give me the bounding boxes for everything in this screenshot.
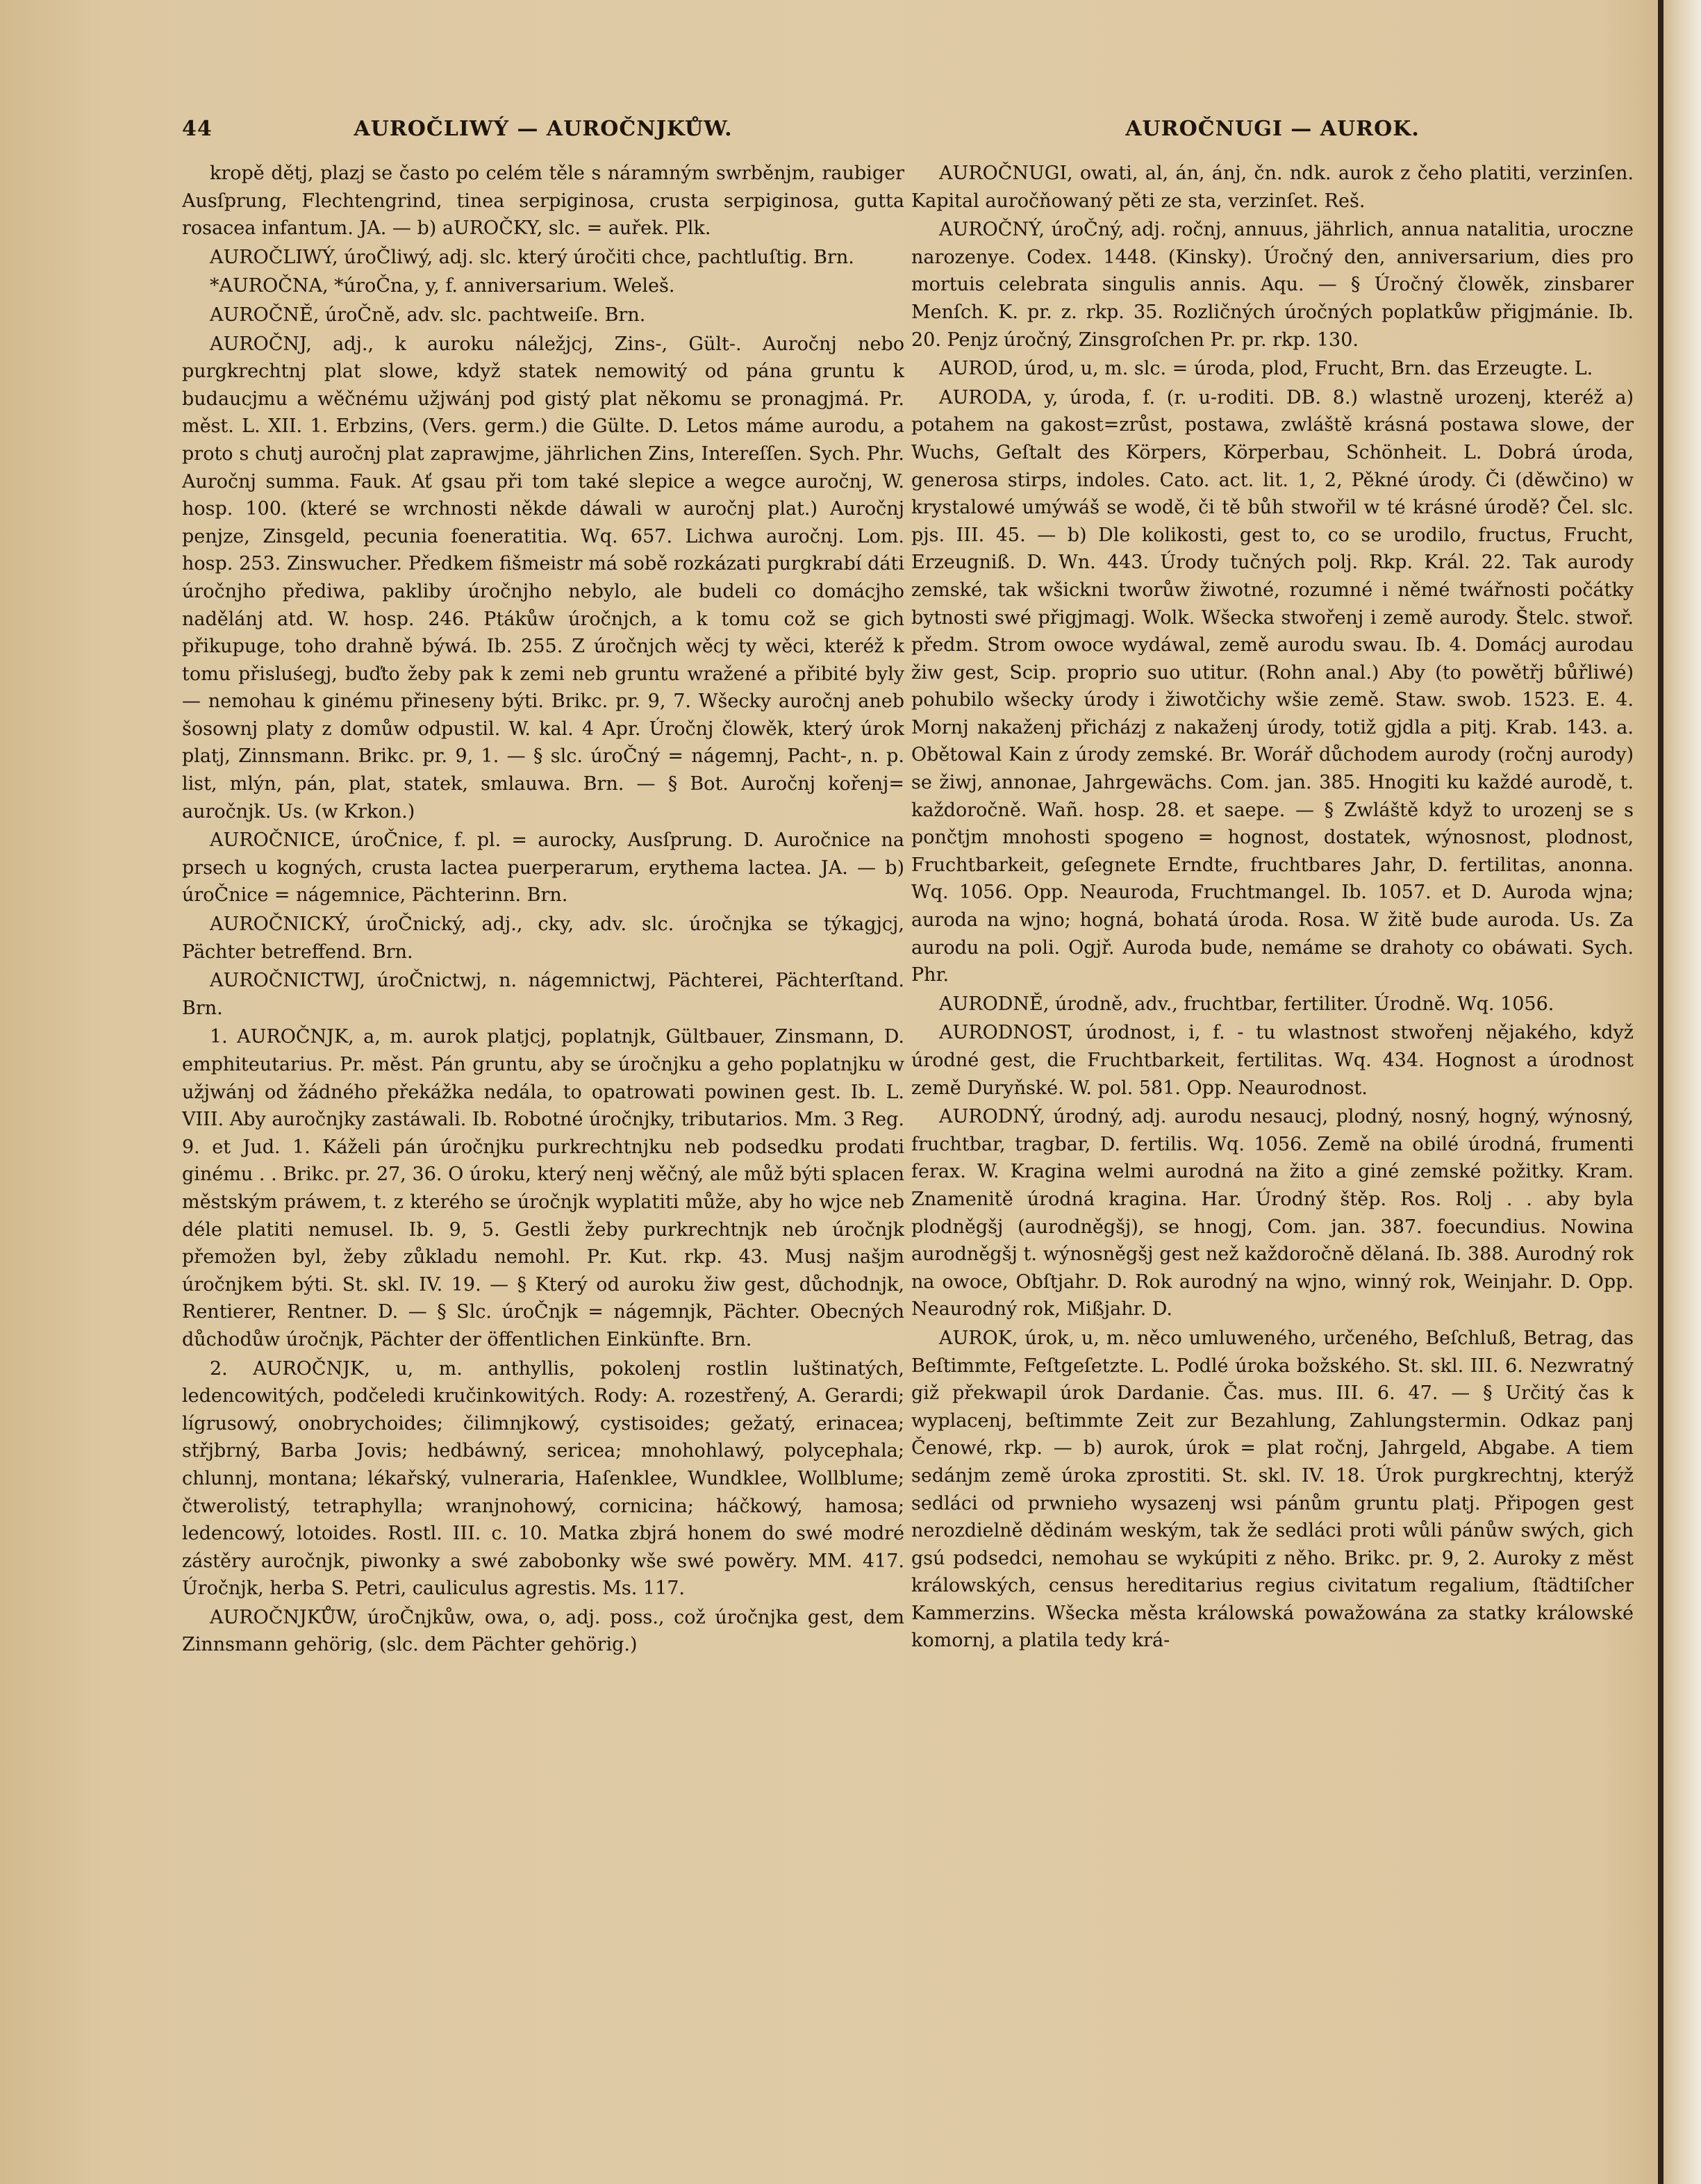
entry-aurocne: AUROČNĚ, úroČně, adv. slc. pachtweiſe. Brn.: [210, 304, 646, 326]
page-edge: [1658, 0, 1701, 2184]
entry-aurodne: AURODNĚ, úrodně, adv., fruchtbar, fertiliter. Úrodně. Wq. 1056.: [939, 993, 1554, 1015]
right-running-head: [911, 117, 1634, 150]
entry-aurocnj: AUROČNJ, adj., k auroku náležjcj, Zins-, Gült-. Auročnj nebo purgkrechtnj plat slowe, když statek nemowitý od pána gruntu k budaucjmu a wěčnému užjwánj pod gistý plat někomu se pronagjmá. Pr. měst. L. XII. 1. Erbzins, (Vers. germ.) die Gülte. D. Letos máme aurodu, a proto s chutj auročnj plat zaprawjme, jährlichen Zins, Intereſſen. Sych. Phr. Auročnj summa. Fauk. Ať gsau při tom také slepice a wegce auročnj, W. hosp. 100. (které se wrchnosti někde dáwali w auročnj plat.) Auročnj penjze, Zinsgeld, pecunia foeneratitia. Wq. 657. Lichwa auročnj. Lom. hosp. 253. Zinswucher. Předkem fišmeistr má sobě rozkázati purgkrabí dáti úročnjho přediwa, pakliby úročnjho nebylo, ale budeli co domácjho nadělánj atd. W. hosp. 246. Ptákůw úročnjch, a k tomu což se gich přikupuge, toho drahně býwá. Ib. 255. Z úročnjch wěcj ty wěci, kteréž k tomu přisluśegj, buďto žeby pak k zemi neb gruntu wražené a přibité byly — nemohau k ginému přineseny býti. Brikc. pr. 9, 7. Wšecky auročnj aneb šosownj platy z domůw odpustil. W. kal. 4 Apr. Úročnj člowěk, který úrok platj, Zinnsmann. Brikc. pr. 9, 1. — § slc. úroČný = nágemnj, Pacht-, n. p. list, mlýn, pán, plat, statek, smlauwa. Brn. — § Bot. Auročnj kořenj= auročnjk. Us. (w Krkon.): [182, 333, 904, 822]
entry-aurocnicky: AUROČNICKÝ, úroČnický, adj., cky, adv. slc. úročnjka se týkagjcj, Pächter betreffend. Brn.: [182, 913, 904, 963]
left-header-title: AUROČLIWÝ — AUROČNJKŮW.: [354, 117, 733, 141]
entry-aurodnost: AURODNOST, úrodnost, i, f. - tu wlastnost stwořenj nějakého, když úrodné gest, die Fruchtbarkeit, fertilitas. Wq. 434. Hognost a úrodnost země Duryňské. W. pol. 581. Opp. Neaurodnost.: [911, 1022, 1634, 1099]
right-column: [911, 160, 1634, 2174]
entry-aurocnjk-2: 2. AUROČNJK, u, m. anthyllis, pokolenj rostlin luštinatých, ledencowitých, podčeledi kručinkowitých. Rody: A. rozestřený, A. Gerardi; lígrusowý, onobrychoides; čilimnjkowý, cystisoides; gežatý, erinacea; střjbrný, Barba Jovis; hedbáwný, sericea; mnohohlawý, polycephala; chlunnj, montana; lékařský, vulneraria, Haſenklee, Wundklee, Wollblume; čtwerolistý, tetraphylla; wranjnohowý, cornicina; háčkowý, hamosa; ledencowý, lotoides. Rostl. III. c. 10. Matka zbjrá honem do swé modré zástěry auročnjk, piwonky a swé zabobonky wše swé powěry. MM. 417. Úročnjk, herba S. Petri, cauliculus agrestis. Ms. 117.: [182, 1357, 904, 1600]
entry-aurocny: AUROČNÝ, úroČný, adj. ročnj, annuus, jährlich, annua natalitia, uroczne narozenye. Codex. 1448. (Kinsky). Úročný den, anniversarium, dies pro mortuis celebrata singulis annis. Aqu. — § Úročný člowěk, zinsbarer Menſch. K. pr. z. rkp. 35. Rozličných úročných poplatkůw přigjmánie. Ib. 20. Penjz úročný, Zinsgroſchen Pr. pr. rkp. 130.: [911, 219, 1634, 351]
entry-aurocnictwj: AUROČNICTWJ, úroČnictwj, n. nágemnictwj, Pächterei, Pächterſtand. Brn.: [182, 970, 904, 1019]
left-running-head: [182, 117, 904, 150]
entry-aurocnjkuw: AUROČNJKŮW, úroČnjkůw, owa, o, adj. poss., což úročnjka gest, dem Zinnsmann gehörig, (slc. dem Pächter gehörig.): [182, 1606, 904, 1656]
entry-aurocnugi: AUROČNUGI, owati, al, án, ánj, čn. ndk. aurok z čeho platiti, verzinſen. Kapital auročňowaný pěti ze sta, verzinſet. Reš.: [911, 163, 1634, 212]
entry-aurok: AUROK, úrok, u, m. něco umluweného, určeného, Beſchluß, Betrag, das Beſtimmte, Feſtgeſetzte. L. Podlé úroka božského. St. skl. III. 6. Nezwratný giž překwapil úrok Dardanie. Čas. mus. III. 6. 47. — § Určitý čas k wyplacenj, beſtimmte Zeit zur Bezahlung, Zahlungstermin. Odkaz panj Čenowé, rkp. — b) aurok, úrok = plat ročnj, Jahrgeld, Abgabe. A tiem sedánjm země úroka zprostiti. St. skl. IV. 18. Úrok purgkrechtnj, kterýž sedláci od prwnieho wysazenj wsi pánům gruntu platj. Připogen gest nerozdielně dědinám weským, tak že sedláci proti wůli pánůw swých, gich gsú podsedci, nemohau se wykúpiti z něho. Brikc. pr. 9, 2. Auroky z měst králowských, census hereditarius regius civitatum regalium, ſtädtiſcher Kammerzins. Wšecka města králowská powažowána za statky králowské komornj, a platila tedy krá-: [911, 1327, 1634, 1652]
page-number: 44: [182, 117, 213, 141]
left-column: [182, 160, 904, 2174]
entry-aurocna: *AUROČNA, *úroČna, y, f. anniversarium. Weleš.: [210, 275, 675, 297]
entry-auroda: AURODA, y, úroda, f. (r. u-roditi. DB. 8.) wlastně urozenj, kteréž a) potahem na gakost=zrůst, postawa, zwláště krásná postawa slowe, der Wuchs, Geſtalt des Körpers, Körperbau, Schönheit. L. Dobrá úroda, generosa stirps, indoles. Cato. act. lit. 1, 2, Pěkné úrody. Či (děwčino) w krystalowé umýwáš se wodě, či tě bůh stwořil w té krásné úrodě? Čel. slc. pjs. III. 45. — b) Dle kolikosti, gest to, co se urodilo, fructus, Frucht, Erzeugniß. D. Wn. 443. Úrody tučných polj. Rkp. Král. 22. Tak aurody zemské, tak wšickni tworůw žiwotné, rozumné i němé twářnosti počátky bytnosti swé přigjmagj. Wolk. Wšecka stwořenj i země aurody. Štelc. stwoř. předm. Strom owoce wydáwal, země aurodu swau. Ib. 4. Domácj aurodau žiw gest, Scip. proprio suo utitur. (Rohn anal.) Aby (to powětřj bůřliwé) pohubilo wšecky úrody i žiwotčichy wšie země. Staw. swob. 1523. E. 4. Mornj nakaženj přicházj z nakaženj úrody, totiž gjdla a pitj. Krab. 143. a. Obětowal Kain z úrody zemské. Br. Worář důchodem aurody (ročnj aurody) se žiwj, annonae, Jahrgewächs. Com. jan. 385. Hnogiti ku každé aurodě, t. každoročně. Wañ. hosp. 28. et saepe. — § Zwláště když to urozenj se s pončtjm mnohosti spogeno = hognost, dostatek, wýnosnost, plodnost, Fruchtbarkeit, geſegnete Erndte, fruchtbares Jahr, D. fertilitas, anonna. Wq. 1056. Opp. Neauroda, Fruchtmangel. Ib. 1057. et D. Auroda wjna; auroda na wjno; hogná, bohatá úroda. Rosa. W žitě bude auroda. Us. Za aurodu na poli. Ogjř. Auroda bude, nemáme se drahoty co obáwati. Sych. Phr.: [911, 386, 1634, 986]
entry-aurocnjk-1: 1. AUROČNJK, a, m. aurok platjcj, poplatnjk, Gültbauer, Zinsmann, D. emphiteutarius. Pr. měst. Pán gruntu, aby se úročnjku a geho poplatnjku w užjwánj od žádného překážka nedála, to opatrowati powinen gest. Ib. L. VIII. Aby auročnjky zastáwali. Ib. Robotné úročnjky, tributarios. Mm. 3 Reg. 9. et Jud. 1. Káželi pán úročnjku purkrechtnjku neb podsedku prodati ginému . . Brikc. pr. 27, 36. O úroku, který nenj wěčný, ale můž býti splacen městským práwem, t. z kterého se úročnjk wyplatiti může, aby ho wjce neb déle platiti nemusel. Ib. 9, 5. Gestli žeby purkrechtnjk neb úročnjk přemožen byl, žeby zůkladu nemohl. Pr. Kut. rkp. 43. Musj našjm úročnjkem býti. St. skl. IV. 19. — § Který od auroku žiw gest, důchodnjk, Rentierer, Rentner. D. — § Slc. úroČnjk = nágemnjk, Pächter. Obecných důchodůw úročnjk, Pächter der öffentlichen Einkünfte. Brn.: [182, 1026, 904, 1350]
entry-aurocky-continued: kropě dětj, plazj se často po celém těle s náramným swrběnjm, raubiger Ausſprung, Flechtengrind, tinea serpiginosa, crusta serpiginosa, gutta rosacea infantum. JA. — b) aUROČKY, slc. = auřek. Plk.: [182, 163, 904, 240]
entry-aurodny: AURODNÝ, úrodný, adj. aurodu nesaucj, plodný, nosný, hogný, wýnosný, fruchtbar, tragbar, D. fertilis. Wq. 1056. Země na obilé úrodná, frumenti ferax. W. Kragina welmi aurodná na žito a giné zemské požitky. Kram. Znamenitě úrodná kragina. Har. Úrodný štěp. Ros. Rolj . . aby byla plodněgšj (aurodněgšj), se hnogj, Com. jan. 387. foecundius. Nowina aurodněgšj t. wýnosněgšj gest než každoročně dělaná. Ib. 388. Aurodný rok na owoce, Obſtjahr. D. Rok aurodný na wjno, winný rok, Weinjahr. D. Opp. Neaurodný rok, Mißjahr. D.: [911, 1106, 1634, 1321]
right-header-title: AUROČNUGI — AUROK.: [1125, 117, 1420, 141]
entry-aurocnice: AUROČNICE, úroČnice, f. pl. = aurocky, Ausſprung. D. Auročnice na prsech u kogných, crusta lactea puerperarum, erythema lactea. JA. — b) úroČnice = nágemnice, Pächterinn. Brn.: [182, 829, 904, 907]
entry-aurod: AUROD, úrod, u, m. slc. = úroda, plod, Frucht, Brn. das Erzeugte. L.: [939, 358, 1593, 380]
entry-auroclivy: AUROČLIWÝ, úroČliwý, adj. slc. který úročiti chce, pachtluſtig. Brn.: [210, 246, 854, 268]
